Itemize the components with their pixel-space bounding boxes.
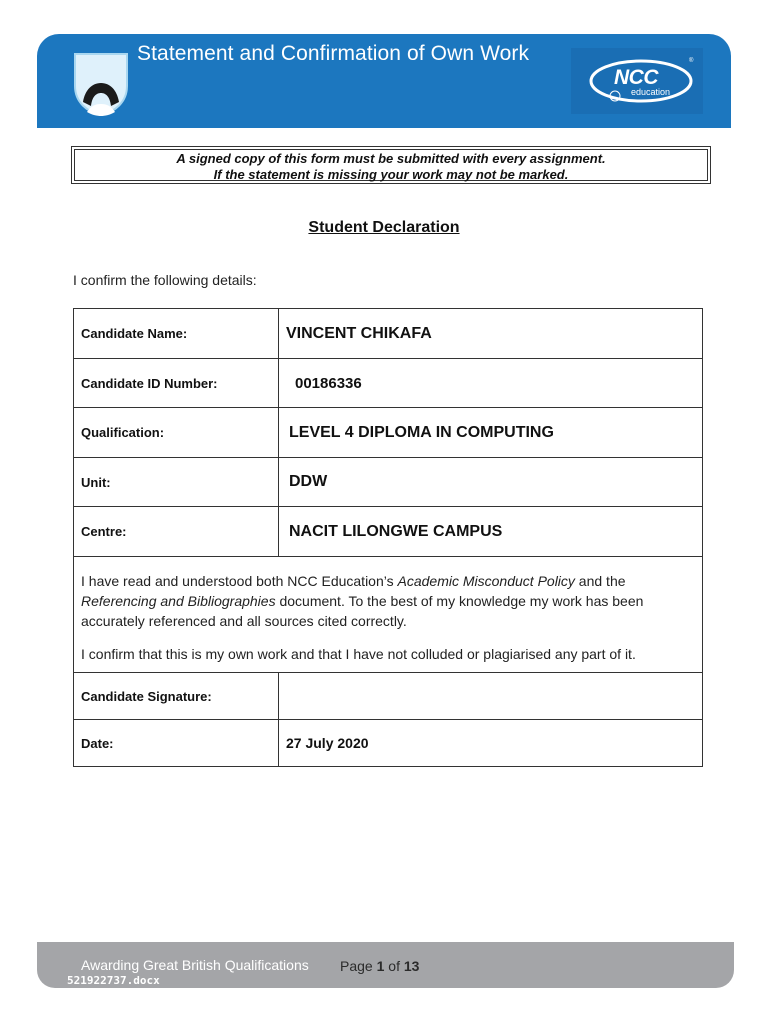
notice-line-2: If the statement is missing your work may not be marked. bbox=[213, 167, 569, 182]
candidate-id-label: Candidate ID Number: bbox=[74, 359, 279, 408]
candidate-name-value: VINCENT CHIKAFA bbox=[279, 309, 703, 359]
total-pages: 13 bbox=[403, 958, 420, 974]
submission-notice bbox=[71, 146, 711, 184]
ncc-logo-text: NCC bbox=[614, 66, 658, 89]
statement-paragraph-1: I have read and understood both NCC Education’s Academic Misconduct Policy and the Referencing and Bibliographies document. To the best of my knowledge my work has been accurately referenced and all sources cited correctly. bbox=[81, 573, 644, 629]
qualification-label: Qualification: bbox=[74, 408, 279, 458]
table-row bbox=[74, 408, 703, 458]
table-row bbox=[74, 507, 703, 557]
unit-value: DDW bbox=[279, 458, 703, 507]
candidate-name-label: Candidate Name: bbox=[74, 309, 279, 359]
signature-label: Candidate Signature: bbox=[74, 673, 279, 720]
header-banner bbox=[37, 34, 731, 128]
centre-value: NACIT LILONGWE CAMPUS bbox=[279, 507, 703, 557]
centre-label: Centre: bbox=[74, 507, 279, 557]
ncc-education-logo bbox=[571, 48, 703, 114]
table-row bbox=[74, 359, 703, 408]
svg-text:®: ® bbox=[689, 58, 694, 64]
unit-label: Unit: bbox=[74, 458, 279, 507]
footer-banner bbox=[37, 942, 734, 988]
table-row bbox=[74, 720, 703, 767]
crest-logo-icon bbox=[73, 52, 129, 116]
declaration-statement bbox=[74, 557, 703, 673]
footer-tagline: Awarding Great British Qualifications bbox=[81, 957, 309, 973]
table-row bbox=[74, 557, 703, 673]
intro-text: I confirm the following details: bbox=[73, 272, 257, 288]
table-row bbox=[74, 673, 703, 720]
section-title: Student Declaration bbox=[308, 219, 460, 236]
table-row bbox=[74, 309, 703, 359]
date-label: Date: bbox=[74, 720, 279, 767]
ncc-logo-subtext: education bbox=[631, 87, 671, 97]
page-indicator: Page 1 of 13 bbox=[340, 958, 420, 974]
qualification-value: LEVEL 4 DIPLOMA IN COMPUTING bbox=[279, 408, 703, 458]
document-filename: 521922737.docx bbox=[67, 974, 160, 987]
date-value: 27 July 2020 bbox=[279, 720, 703, 767]
page-title: Statement and Confirmation of Own Work bbox=[137, 42, 530, 65]
notice-line-1: A signed copy of this form must be submitted with every assignment. bbox=[176, 151, 606, 166]
document-name: Referencing and Bibliographies bbox=[81, 593, 276, 609]
table-row bbox=[74, 458, 703, 507]
signature-field[interactable] bbox=[279, 673, 703, 720]
current-page: 1 bbox=[376, 958, 385, 974]
candidate-id-value: 00186336 bbox=[279, 359, 703, 408]
statement-paragraph-2: I confirm that this is my own work and that I have not colluded or plagiarised any part of it. bbox=[81, 646, 636, 662]
policy-name: Academic Misconduct Policy bbox=[397, 573, 575, 589]
declaration-table bbox=[73, 308, 703, 767]
